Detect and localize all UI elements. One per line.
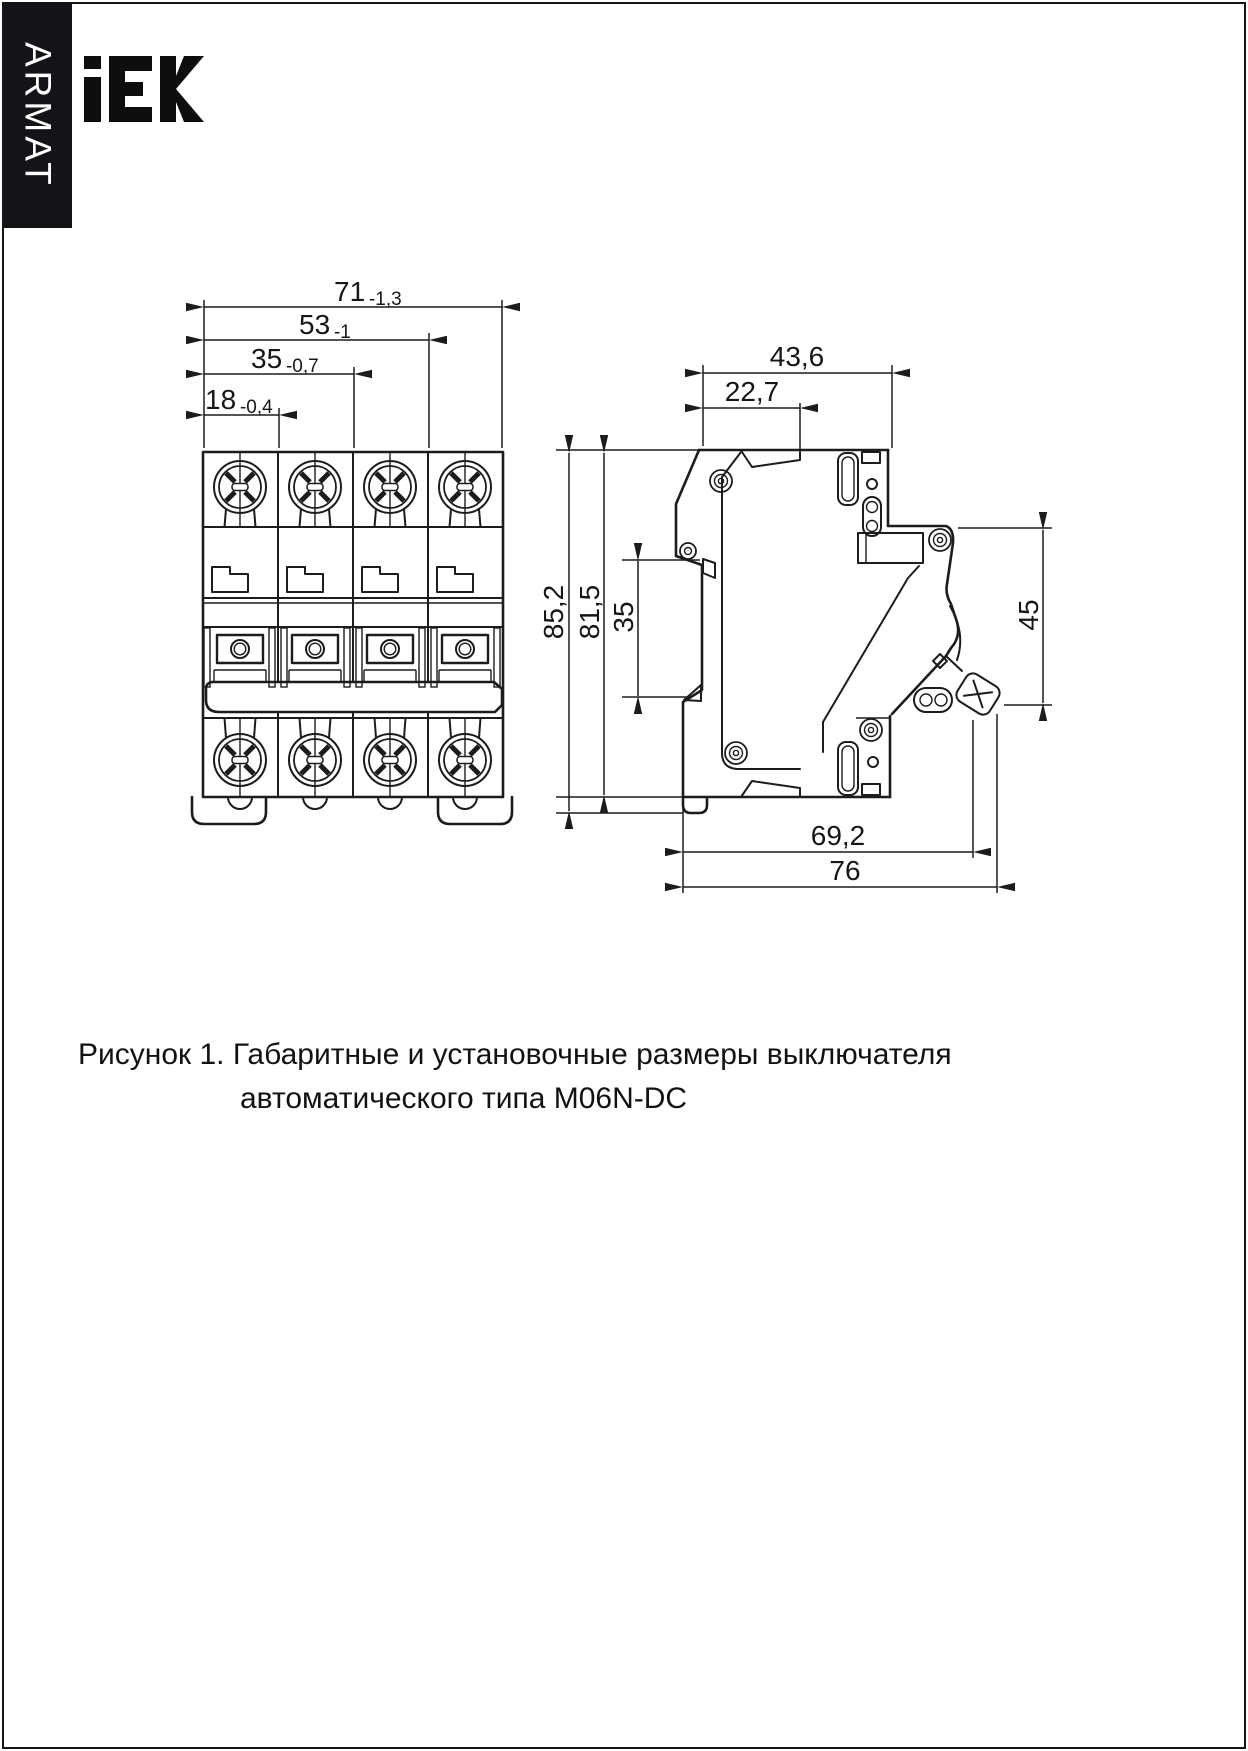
brand-sidebar-label: ARMAT [17, 42, 59, 189]
dim-label-front-width-18: 18 -0,4 [205, 384, 273, 418]
dimension-labels [205, 276, 1044, 886]
dim-label-front-width-53: 53 -1 [299, 309, 351, 343]
dim-label-side-depth-22-7: 22,7 [724, 376, 780, 407]
dim-label-front-width-71: 71 -1,3 [334, 276, 402, 310]
dim-label-side-height-81-5: 81,5 [574, 584, 605, 640]
front-view [192, 452, 512, 824]
figure-caption-line2: автоматического типа M06N-DC [240, 1082, 688, 1115]
side-view [676, 450, 1003, 813]
dim-label-front-width-35: 35 -0,7 [251, 343, 319, 377]
dim-label-side-depth-69-2: 69,2 [810, 820, 866, 851]
figure-caption-line1: Рисунок 1. Габаритные и установочные размеры выключателя [78, 1038, 952, 1071]
dim-label-side-depth-43-6: 43,6 [769, 341, 825, 372]
front-view-dimensions [204, 300, 502, 448]
pole-clips [212, 567, 473, 592]
dim-label-side-rail-35: 35 [608, 601, 639, 633]
mounting-feet [192, 797, 512, 824]
dim-label-side-height-45: 45 [1013, 599, 1044, 631]
dim-label-side-depth-76: 76 [829, 855, 861, 886]
dim-label-side-height-85-2: 85,2 [538, 584, 569, 640]
toggle-tie-bar [206, 682, 502, 712]
figure-caption [78, 1033, 952, 1121]
din-latch [946, 656, 1003, 718]
rivets [680, 470, 951, 764]
